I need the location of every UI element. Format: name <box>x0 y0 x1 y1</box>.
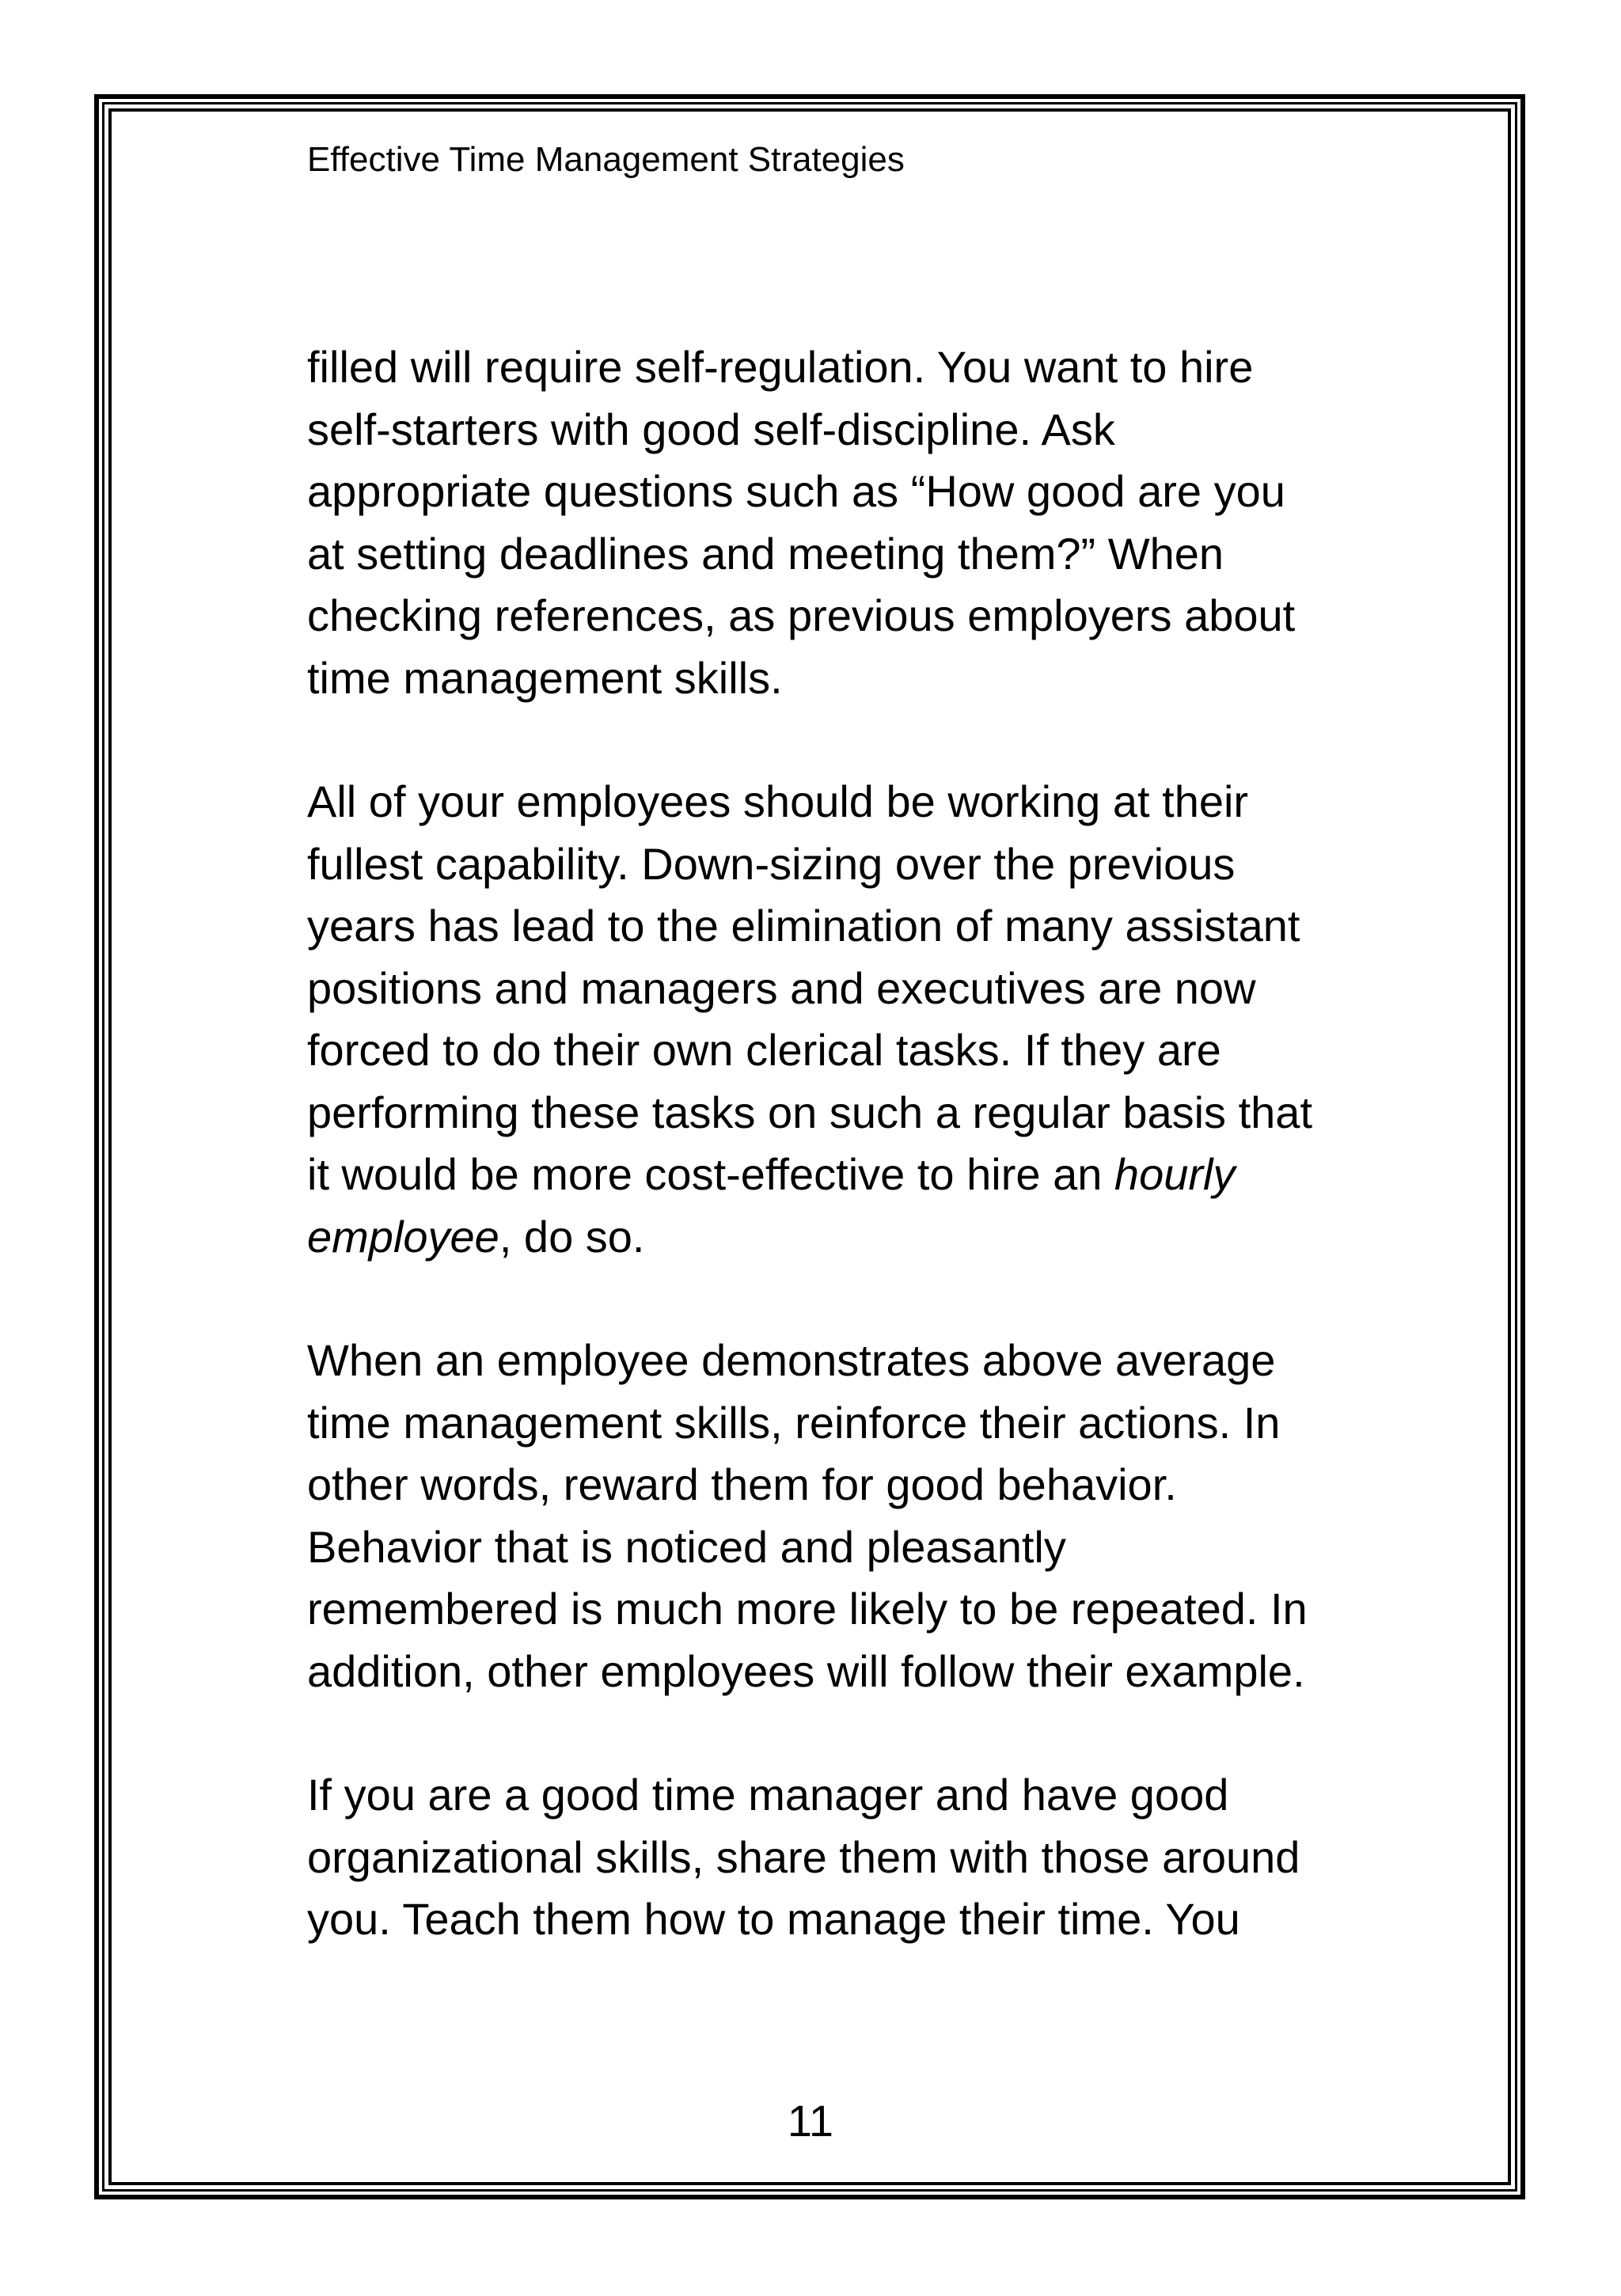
page-body <box>307 336 1368 2013</box>
text-line: checking references, as previous employers about <box>307 590 1296 640</box>
text-line: forced to do their own clerical tasks. If they are <box>307 1025 1221 1075</box>
text-line: organizational skills, share them with those around <box>307 1831 1300 1882</box>
text-fragment: it would be more cost-effective to hire an <box>307 1149 1114 1199</box>
text-line: years has lead to the elimination of many assistant <box>307 901 1300 951</box>
italic-term: hourly <box>1114 1149 1236 1199</box>
paragraph-2 <box>307 771 1368 1268</box>
text-line: When an employee demonstrates above average <box>307 1335 1276 1385</box>
text-line: If you are a good time manager and have good <box>307 1770 1229 1820</box>
text-line: appropriate questions such as “How good are you <box>307 466 1285 516</box>
text-line: you. Teach them how to manage their time. You <box>307 1894 1240 1944</box>
paragraph-3 <box>307 1330 1368 1702</box>
text-line: positions and managers and executives are now <box>307 962 1256 1013</box>
text-line: other words, reward them for good behavior. <box>307 1459 1177 1509</box>
text-line: self-starters with good self-discipline. Ask <box>307 404 1115 454</box>
text-line: filled will require self-regulation. You want to hire <box>307 342 1254 392</box>
text-line <box>307 1144 1368 1206</box>
page-number: 11 <box>787 2096 834 2146</box>
text-line: performing these tasks on such a regular basis that <box>307 1087 1313 1137</box>
text-line: All of your employees should be working at their <box>307 776 1249 826</box>
text-line: remembered is much more likely to be repeated. In <box>307 1584 1308 1634</box>
italic-term: employee <box>307 1211 499 1262</box>
text-line: fullest capability. Down-sizing over the previous <box>307 838 1236 889</box>
paragraph-1 <box>307 336 1368 709</box>
text-fragment: , do so. <box>499 1211 645 1262</box>
text-line: at setting deadlines and meeting them?” When <box>307 528 1224 579</box>
text-line: time management skills. <box>307 652 783 703</box>
text-line <box>307 1206 1368 1269</box>
running-header: Effective Time Management Strategies <box>307 140 905 179</box>
text-line: time management skills, reinforce their actions. In <box>307 1397 1281 1448</box>
text-line: addition, other employees will follow their example. <box>307 1645 1305 1696</box>
paragraph-4 <box>307 1764 1368 1951</box>
text-line: Behavior that is noticed and pleasantly <box>307 1521 1066 1572</box>
